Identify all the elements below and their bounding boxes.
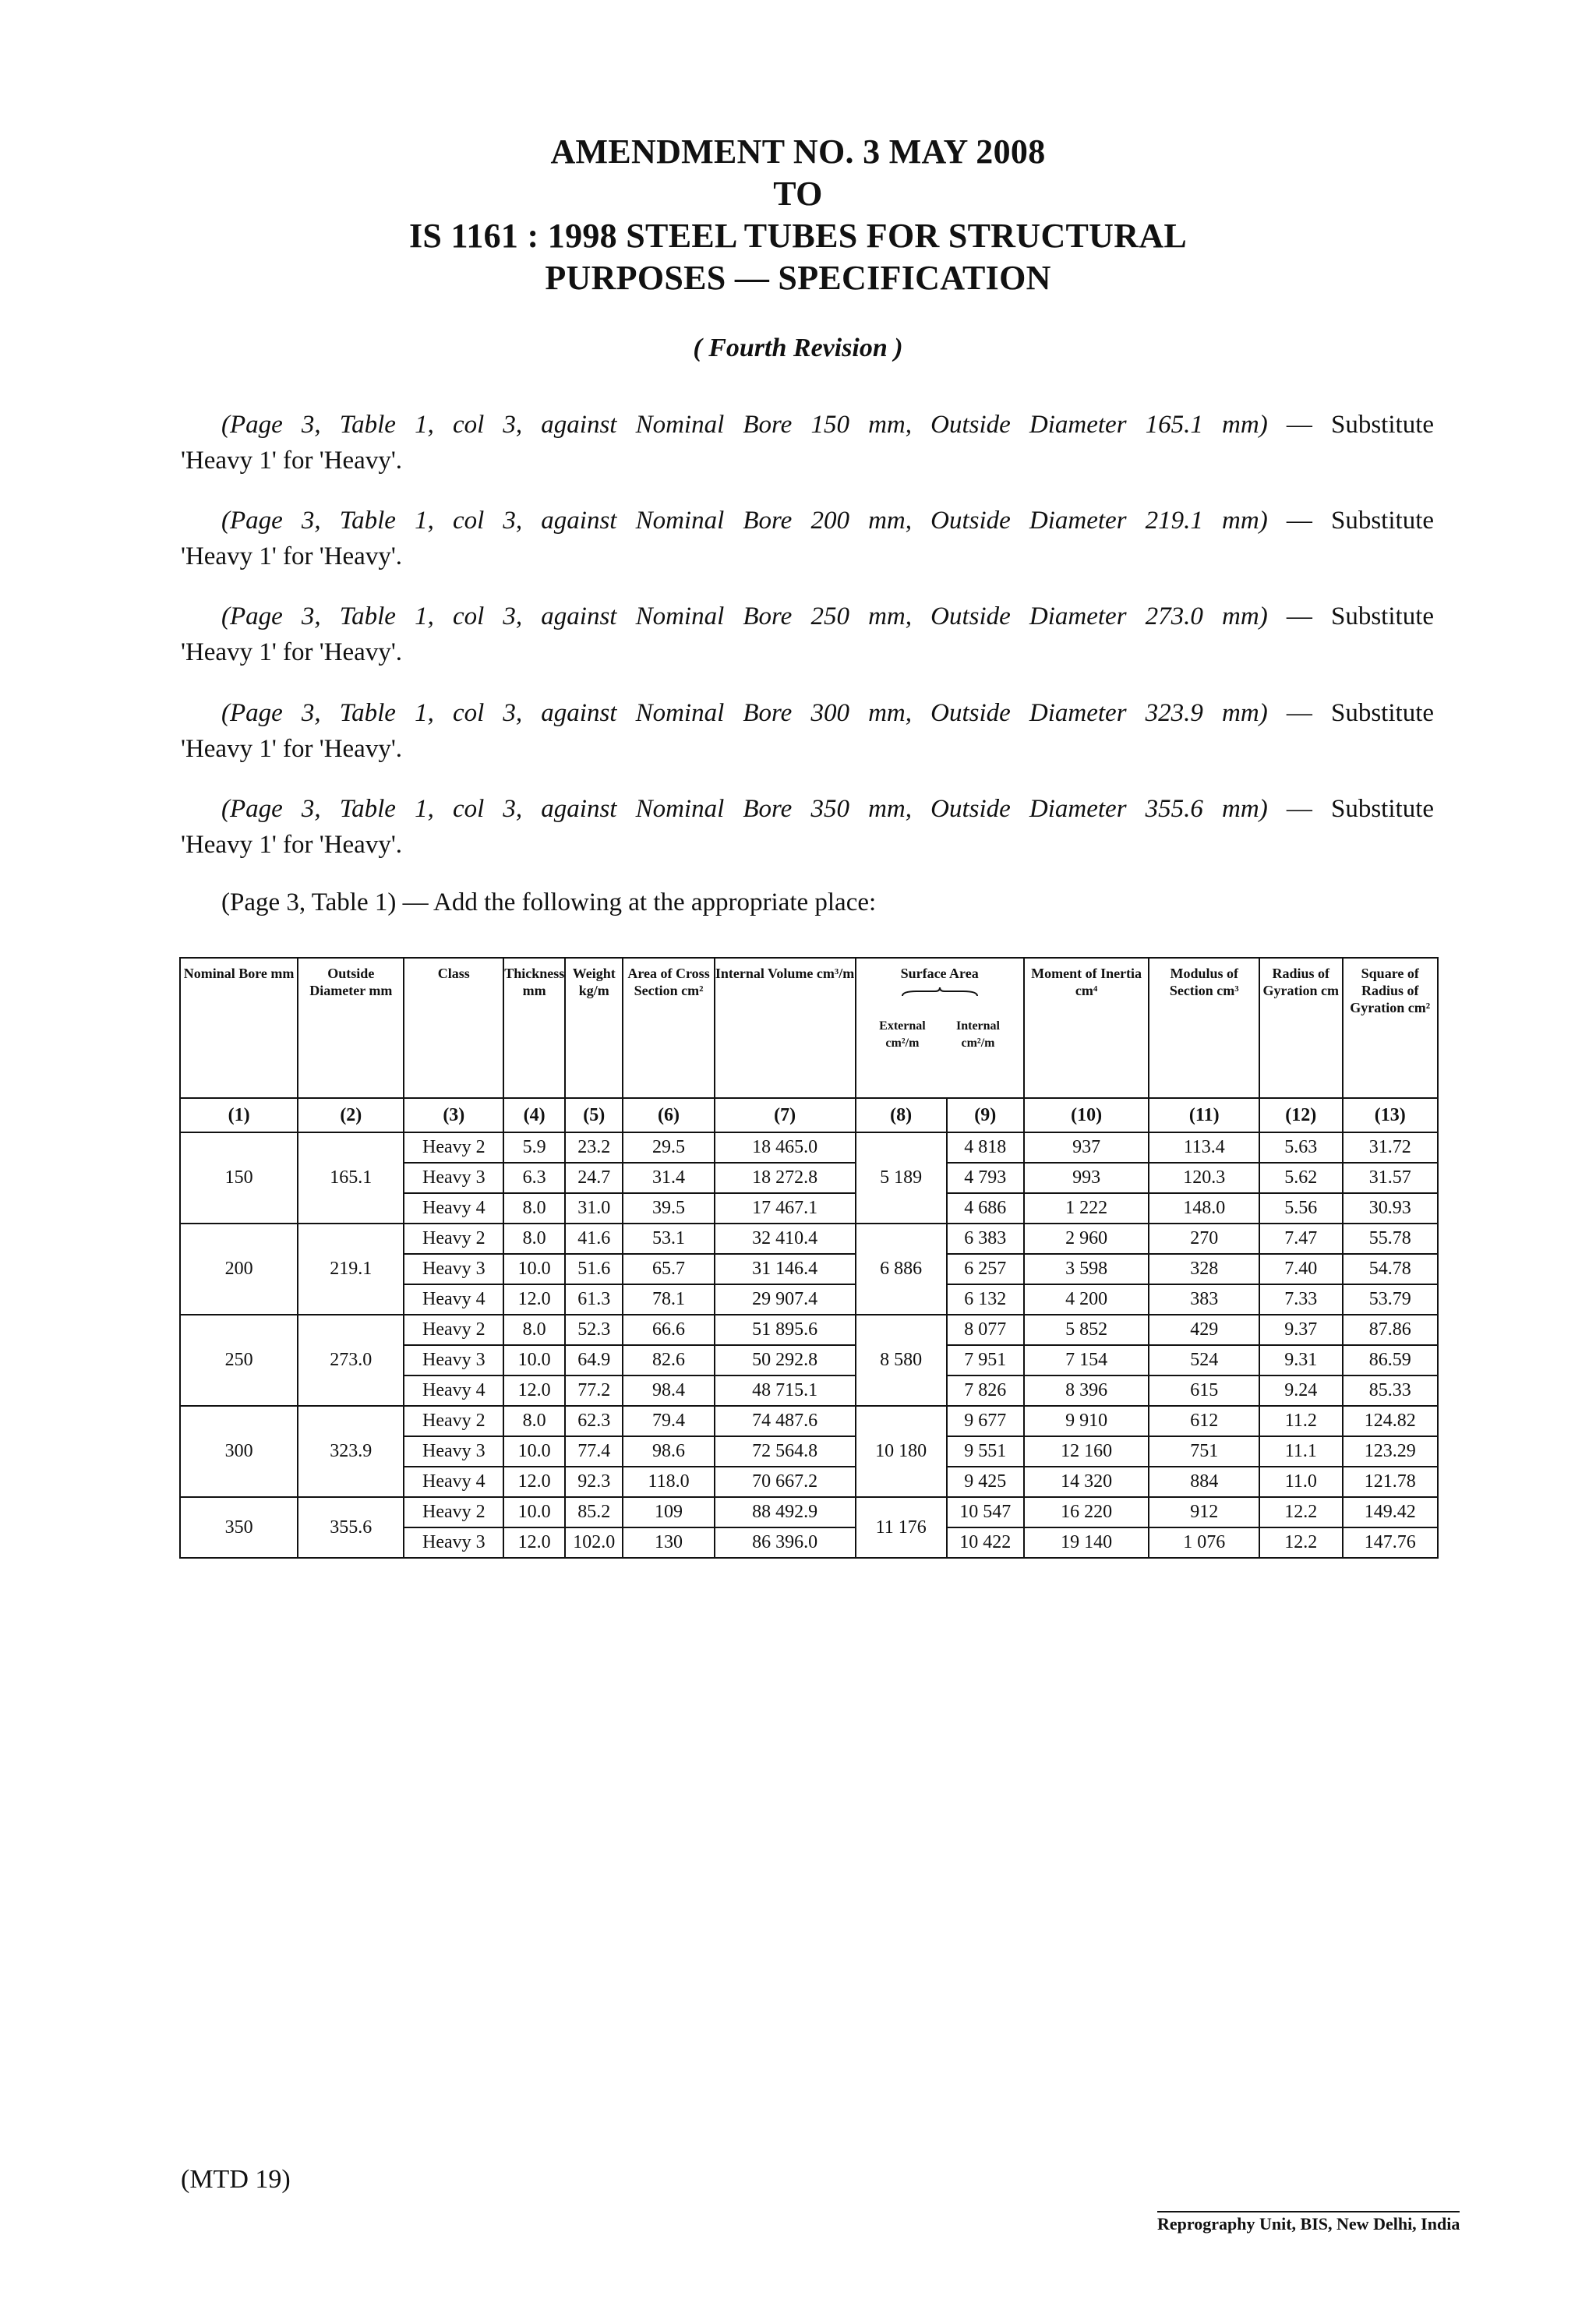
cell-int: 9 677 <box>947 1406 1024 1436</box>
cell-r2: 55.78 <box>1343 1224 1439 1254</box>
cell-int: 4 793 <box>947 1163 1024 1193</box>
column-number: (3) <box>404 1098 503 1132</box>
column-number: (11) <box>1149 1098 1259 1132</box>
table-header-row <box>180 958 1438 1098</box>
cell-a: 39.5 <box>623 1193 714 1224</box>
header-class: Class <box>404 958 503 1098</box>
cell-t: 12.0 <box>503 1467 565 1497</box>
amendment-action: — Substitute <box>1286 699 1435 727</box>
cell-a: 53.1 <box>623 1224 714 1254</box>
table-row <box>180 1315 1438 1345</box>
cell-class: Heavy 3 <box>404 1254 503 1284</box>
cell-r: 7.40 <box>1259 1254 1342 1284</box>
amendment-action: — Substitute <box>1286 795 1435 823</box>
cell-i: 7 154 <box>1024 1345 1149 1375</box>
cell-int: 9 551 <box>947 1436 1024 1467</box>
cell-class: Heavy 4 <box>404 1193 503 1224</box>
cell-a: 98.4 <box>623 1375 714 1406</box>
cell-z: 120.3 <box>1149 1163 1259 1193</box>
cell-r2: 30.93 <box>1343 1193 1439 1224</box>
cell-r2: 85.33 <box>1343 1375 1439 1406</box>
title-line-1: AMENDMENT NO. 3 MAY 2008 <box>550 132 1046 171</box>
cell-nominal-bore: 350 <box>180 1497 298 1558</box>
cell-i: 2 960 <box>1024 1224 1149 1254</box>
cell-a: 66.6 <box>623 1315 714 1345</box>
amendment-substitution: 'Heavy 1' for 'Heavy'. <box>181 638 403 666</box>
amendment-action: — Substitute <box>1286 507 1435 535</box>
amendment-substitution: 'Heavy 1' for 'Heavy'. <box>181 831 403 859</box>
cell-a: 79.4 <box>623 1406 714 1436</box>
header-thickness: Thickness mm <box>503 958 565 1098</box>
amendment-paragraph <box>181 503 1434 574</box>
cell-v: 70 667.2 <box>715 1467 856 1497</box>
cell-external-surface: 11 176 <box>856 1497 947 1558</box>
column-number: (13) <box>1343 1098 1439 1132</box>
column-number: (9) <box>947 1098 1024 1132</box>
cell-outside-diameter: 273.0 <box>298 1315 404 1406</box>
cell-class: Heavy 4 <box>404 1375 503 1406</box>
amendment-reference: (Page 3, Table 1, col 3, against Nominal Bore 350 mm, Outside Diameter 355.6 mm) <box>221 795 1268 823</box>
amendment-action: — Substitute <box>1286 411 1435 439</box>
cell-r2: 31.72 <box>1343 1132 1439 1163</box>
column-number: (6) <box>623 1098 714 1132</box>
cell-r2: 54.78 <box>1343 1254 1439 1284</box>
cell-t: 12.0 <box>503 1284 565 1315</box>
header-area: Area of Cross Section cm² <box>623 958 714 1098</box>
committee-code: (MTD 19) <box>181 2165 291 2194</box>
cell-int: 8 077 <box>947 1315 1024 1345</box>
title-line-3: IS 1161 : 1998 STEEL TUBES FOR STRUCTURAL <box>408 217 1188 255</box>
cell-i: 14 320 <box>1024 1467 1149 1497</box>
table-row <box>180 1224 1438 1254</box>
cell-r: 5.62 <box>1259 1163 1342 1193</box>
cell-int: 4 686 <box>947 1193 1024 1224</box>
cell-w: 51.6 <box>565 1254 623 1284</box>
header-weight: Weight kg/m <box>565 958 623 1098</box>
cell-t: 10.0 <box>503 1436 565 1467</box>
column-number: (7) <box>715 1098 856 1132</box>
cell-w: 61.3 <box>565 1284 623 1315</box>
cell-nominal-bore: 300 <box>180 1406 298 1497</box>
header-nominal-bore: Nominal Bore mm <box>180 958 298 1098</box>
cell-a: 29.5 <box>623 1132 714 1163</box>
cell-z: 113.4 <box>1149 1132 1259 1163</box>
cell-i: 12 160 <box>1024 1436 1149 1467</box>
table-row <box>180 1497 1438 1527</box>
cell-a: 82.6 <box>623 1345 714 1375</box>
cell-w: 77.2 <box>565 1375 623 1406</box>
cell-v: 32 410.4 <box>715 1224 856 1254</box>
cell-w: 92.3 <box>565 1467 623 1497</box>
cell-t: 12.0 <box>503 1527 565 1558</box>
cell-w: 85.2 <box>565 1497 623 1527</box>
cell-r: 12.2 <box>1259 1527 1342 1558</box>
cell-r2: 121.78 <box>1343 1467 1439 1497</box>
cell-a: 31.4 <box>623 1163 714 1193</box>
cell-external-surface: 6 886 <box>856 1224 947 1315</box>
cell-z: 429 <box>1149 1315 1259 1345</box>
cell-r: 5.56 <box>1259 1193 1342 1224</box>
cell-outside-diameter: 355.6 <box>298 1497 404 1558</box>
column-number: (4) <box>503 1098 565 1132</box>
amendment-title <box>0 131 1596 299</box>
cell-r: 9.24 <box>1259 1375 1342 1406</box>
cell-v: 17 467.1 <box>715 1193 856 1224</box>
cell-a: 109 <box>623 1497 714 1527</box>
cell-r: 12.2 <box>1259 1497 1342 1527</box>
cell-r: 5.63 <box>1259 1132 1342 1163</box>
cell-t: 10.0 <box>503 1254 565 1284</box>
header-internal: Internal cm²/m <box>955 1019 1000 1050</box>
header-square-radius: Square of Radius of Gyration cm² <box>1343 958 1439 1098</box>
cell-i: 19 140 <box>1024 1527 1149 1558</box>
cell-class: Heavy 2 <box>404 1315 503 1345</box>
cell-z: 270 <box>1149 1224 1259 1254</box>
cell-z: 612 <box>1149 1406 1259 1436</box>
cell-a: 78.1 <box>623 1284 714 1315</box>
cell-outside-diameter: 165.1 <box>298 1132 404 1224</box>
cell-r2: 53.79 <box>1343 1284 1439 1315</box>
cell-t: 8.0 <box>503 1315 565 1345</box>
cell-z: 1 076 <box>1149 1527 1259 1558</box>
cell-i: 8 396 <box>1024 1375 1149 1406</box>
cell-i: 4 200 <box>1024 1284 1149 1315</box>
cell-w: 64.9 <box>565 1345 623 1375</box>
publisher-note: Reprography Unit, BIS, New Delhi, India <box>1157 2211 1460 2234</box>
cell-external-surface: 8 580 <box>856 1315 947 1406</box>
cell-r2: 147.76 <box>1343 1527 1439 1558</box>
cell-z: 524 <box>1149 1345 1259 1375</box>
cell-outside-diameter: 323.9 <box>298 1406 404 1497</box>
cell-a: 130 <box>623 1527 714 1558</box>
cell-a: 65.7 <box>623 1254 714 1284</box>
cell-i: 937 <box>1024 1132 1149 1163</box>
cell-i: 5 852 <box>1024 1315 1149 1345</box>
cell-nominal-bore: 200 <box>180 1224 298 1315</box>
cell-z: 884 <box>1149 1467 1259 1497</box>
column-number: (10) <box>1024 1098 1149 1132</box>
cell-r: 11.0 <box>1259 1467 1342 1497</box>
cell-v: 31 146.4 <box>715 1254 856 1284</box>
cell-i: 16 220 <box>1024 1497 1149 1527</box>
amendment-reference: (Page 3, Table 1, col 3, against Nominal Bore 250 mm, Outside Diameter 273.0 mm) <box>221 602 1268 630</box>
column-number: (2) <box>298 1098 404 1132</box>
cell-r2: 86.59 <box>1343 1345 1439 1375</box>
amendment-reference: (Page 3, Table 1, col 3, against Nominal Bore 200 mm, Outside Diameter 219.1 mm) <box>221 507 1268 535</box>
cell-r: 9.31 <box>1259 1345 1342 1375</box>
cell-v: 51 895.6 <box>715 1315 856 1345</box>
cell-nominal-bore: 150 <box>180 1132 298 1224</box>
column-number: (8) <box>856 1098 947 1132</box>
cell-w: 41.6 <box>565 1224 623 1254</box>
cell-int: 6 257 <box>947 1254 1024 1284</box>
cell-v: 88 492.9 <box>715 1497 856 1527</box>
cell-t: 8.0 <box>503 1406 565 1436</box>
column-number-row <box>180 1098 1438 1132</box>
amendment-substitution: 'Heavy 1' for 'Heavy'. <box>181 735 403 763</box>
cell-a: 98.6 <box>623 1436 714 1467</box>
cell-i: 3 598 <box>1024 1254 1149 1284</box>
table-row <box>180 1132 1438 1163</box>
cell-a: 118.0 <box>623 1467 714 1497</box>
amendment-substitution: 'Heavy 1' for 'Heavy'. <box>181 447 403 475</box>
cell-t: 8.0 <box>503 1224 565 1254</box>
title-line-2: TO <box>773 175 823 213</box>
cell-class: Heavy 2 <box>404 1406 503 1436</box>
cell-r: 11.1 <box>1259 1436 1342 1467</box>
cell-v: 86 396.0 <box>715 1527 856 1558</box>
cell-z: 912 <box>1149 1497 1259 1527</box>
cell-w: 77.4 <box>565 1436 623 1467</box>
cell-r2: 31.57 <box>1343 1163 1439 1193</box>
title-line-4: PURPOSES — SPECIFICATION <box>545 259 1051 297</box>
cell-class: Heavy 2 <box>404 1497 503 1527</box>
amendment-paragraph <box>181 791 1434 863</box>
cell-i: 993 <box>1024 1163 1149 1193</box>
cell-int: 6 132 <box>947 1284 1024 1315</box>
amendment-substitution: 'Heavy 1' for 'Heavy'. <box>181 542 403 570</box>
column-number: (1) <box>180 1098 298 1132</box>
brace-icon <box>901 987 979 998</box>
cell-external-surface: 10 180 <box>856 1406 947 1497</box>
cell-r: 7.33 <box>1259 1284 1342 1315</box>
spec-table-body <box>180 1098 1438 1558</box>
cell-v: 74 487.6 <box>715 1406 856 1436</box>
cell-class: Heavy 4 <box>404 1284 503 1315</box>
cell-int: 4 818 <box>947 1132 1024 1163</box>
cell-r2: 149.42 <box>1343 1497 1439 1527</box>
cell-w: 102.0 <box>565 1527 623 1558</box>
cell-class: Heavy 3 <box>404 1436 503 1467</box>
table-row <box>180 1406 1438 1436</box>
cell-z: 148.0 <box>1149 1193 1259 1224</box>
cell-t: 12.0 <box>503 1375 565 1406</box>
header-radius-of-gyration: Radius of Gyration cm <box>1259 958 1342 1098</box>
cell-v: 18 272.8 <box>715 1163 856 1193</box>
cell-v: 50 292.8 <box>715 1345 856 1375</box>
header-outside-diameter: Outside Diameter mm <box>298 958 404 1098</box>
header-external: External cm²/m <box>879 1019 926 1050</box>
cell-outside-diameter: 219.1 <box>298 1224 404 1315</box>
column-number: (12) <box>1259 1098 1342 1132</box>
cell-w: 62.3 <box>565 1406 623 1436</box>
amendment-reference: (Page 3, Table 1, col 3, against Nominal Bore 150 mm, Outside Diameter 165.1 mm) <box>221 411 1268 439</box>
surface-area-label: Surface Area <box>900 966 979 981</box>
amendment-action: — Substitute <box>1286 602 1435 630</box>
cell-v: 29 907.4 <box>715 1284 856 1315</box>
cell-i: 9 910 <box>1024 1406 1149 1436</box>
cell-class: Heavy 2 <box>404 1224 503 1254</box>
cell-r: 11.2 <box>1259 1406 1342 1436</box>
amendment-paragraph <box>181 407 1434 479</box>
cell-v: 72 564.8 <box>715 1436 856 1467</box>
cell-class: Heavy 4 <box>404 1467 503 1497</box>
cell-int: 7 951 <box>947 1345 1024 1375</box>
spec-table <box>179 957 1439 1559</box>
cell-t: 10.0 <box>503 1497 565 1527</box>
cell-z: 328 <box>1149 1254 1259 1284</box>
cell-int: 7 826 <box>947 1375 1024 1406</box>
amendment-reference: (Page 3, Table 1, col 3, against Nominal Bore 300 mm, Outside Diameter 323.9 mm) <box>221 699 1268 727</box>
cell-class: Heavy 3 <box>404 1527 503 1558</box>
cell-r2: 124.82 <box>1343 1406 1439 1436</box>
cell-r2: 87.86 <box>1343 1315 1439 1345</box>
header-modulus-of-section: Modulus of Section cm³ <box>1149 958 1259 1098</box>
column-number: (5) <box>565 1098 623 1132</box>
cell-class: Heavy 3 <box>404 1345 503 1375</box>
cell-int: 10 422 <box>947 1527 1024 1558</box>
amendment-paragraph <box>181 599 1434 670</box>
cell-i: 1 222 <box>1024 1193 1149 1224</box>
cell-r: 9.37 <box>1259 1315 1342 1345</box>
cell-class: Heavy 3 <box>404 1163 503 1193</box>
cell-nominal-bore: 250 <box>180 1315 298 1406</box>
cell-t: 8.0 <box>503 1193 565 1224</box>
cell-int: 6 383 <box>947 1224 1024 1254</box>
header-surface-area <box>856 958 1024 1098</box>
cell-class: Heavy 2 <box>404 1132 503 1163</box>
table-intro: (Page 3, Table 1) — Add the following at the appropriate place: <box>221 888 877 916</box>
cell-t: 6.3 <box>503 1163 565 1193</box>
cell-external-surface: 5 189 <box>856 1132 947 1224</box>
header-moment-of-inertia: Moment of Inertia cm⁴ <box>1024 958 1149 1098</box>
cell-z: 615 <box>1149 1375 1259 1406</box>
cell-t: 10.0 <box>503 1345 565 1375</box>
revision-label: ( Fourth Revision ) <box>693 334 903 362</box>
cell-z: 383 <box>1149 1284 1259 1315</box>
cell-z: 751 <box>1149 1436 1259 1467</box>
cell-r: 7.47 <box>1259 1224 1342 1254</box>
cell-w: 23.2 <box>565 1132 623 1163</box>
cell-w: 31.0 <box>565 1193 623 1224</box>
cell-w: 24.7 <box>565 1163 623 1193</box>
cell-int: 10 547 <box>947 1497 1024 1527</box>
header-internal-volume: Internal Volume cm³/m <box>715 958 856 1098</box>
cell-t: 5.9 <box>503 1132 565 1163</box>
cell-r2: 123.29 <box>1343 1436 1439 1467</box>
cell-w: 52.3 <box>565 1315 623 1345</box>
cell-v: 18 465.0 <box>715 1132 856 1163</box>
amendment-paragraph <box>181 695 1434 767</box>
cell-v: 48 715.1 <box>715 1375 856 1406</box>
cell-int: 9 425 <box>947 1467 1024 1497</box>
